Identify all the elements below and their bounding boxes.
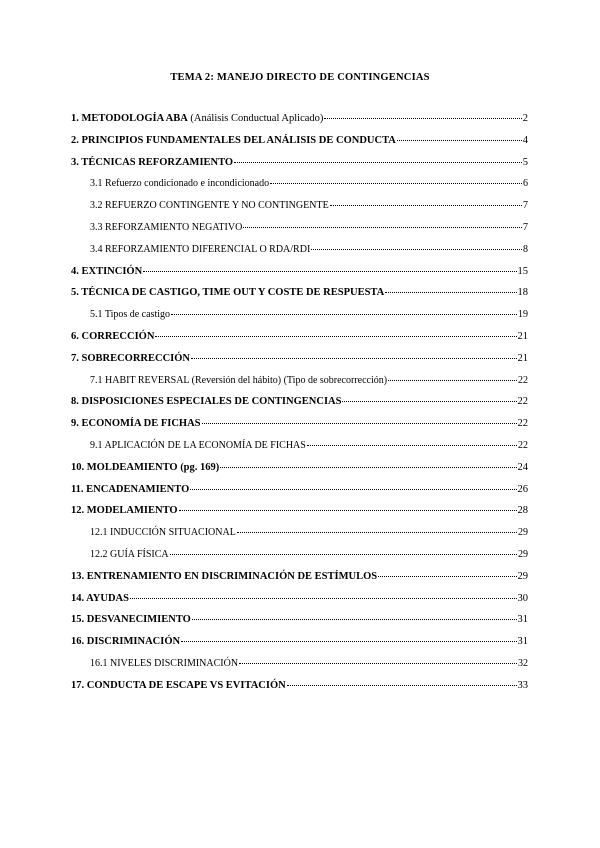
toc-entry-title: 3.4 REFORZAMIENTO DIFERENCIAL O RDA/RDI: [90, 243, 311, 255]
document-title: TEMA 2: MANEJO DIRECTO DE CONTINGENCIAS: [170, 72, 430, 83]
toc-dot-leader: [243, 227, 522, 228]
toc-entry-title: 8. DISPOSICIONES ESPECIALES DE CONTINGENCIAS: [71, 396, 342, 408]
toc-page-number: 22: [518, 374, 528, 386]
toc-dot-leader: [287, 685, 517, 686]
toc-entry-title: 3.1 Refuerzo condicionado e incondicionado: [90, 178, 270, 190]
toc-dot-leader: [311, 249, 522, 250]
toc-dot-leader: [239, 663, 517, 664]
toc-entry-title: 9.1 APLICACIÓN DE LA ECONOMÍA DE FICHAS: [90, 439, 306, 451]
toc-page-number: 22: [517, 418, 528, 430]
toc-entry-label: [71, 396, 341, 407]
toc-page-number: 29: [517, 570, 528, 582]
toc-entry-title: 4. EXTINCIÓN: [71, 265, 143, 277]
toc-subentry[interactable]: [71, 222, 528, 244]
toc-page-number: 33: [517, 679, 528, 691]
toc-page-number: 18: [517, 287, 528, 299]
toc-entry-label: [90, 527, 236, 538]
toc-subentry[interactable]: [71, 527, 528, 549]
toc-page-number: 31: [517, 636, 528, 648]
toc-entry-label: [71, 462, 219, 473]
toc-entry-title: 7. SOBRECORRECCIÓN: [71, 352, 191, 364]
toc-entry-title: 16. DISCRIMINACIÓN: [71, 636, 181, 648]
toc-page-number: 29: [518, 527, 528, 539]
toc-page-number: 21: [517, 330, 528, 342]
toc-entry-label: [71, 680, 286, 691]
toc-entry-title: 15. DESVANECIMIENTO: [71, 614, 191, 626]
toc-dot-leader: [234, 162, 522, 163]
toc-entry-label: [71, 266, 142, 277]
toc-dot-leader: [220, 467, 516, 468]
toc-page-number: 7: [523, 200, 528, 212]
toc-entry-title: 5.1 Tipos de castigo: [90, 309, 171, 321]
toc-entry-title: 12. MODELAMIENTO: [71, 505, 178, 517]
toc-entry-title: 9. ECONOMÍA DE FICHAS: [71, 418, 201, 430]
toc-page-number: 6: [523, 178, 528, 190]
toc-page-number: 24: [517, 461, 528, 473]
toc-entry-label: [71, 484, 189, 495]
toc-entry-title: 16.1 NIVELES DISCRIMINACIÓN: [90, 657, 239, 669]
toc-entry[interactable]: [71, 680, 528, 702]
toc-dot-leader: [181, 641, 516, 642]
toc-dot-leader: [397, 140, 522, 141]
toc-entry-label: [90, 222, 242, 233]
toc-dot-leader: [307, 445, 517, 446]
toc-entry[interactable]: [71, 462, 528, 484]
toc-entry-title: 1. METODOLOGÍA ABA: [71, 113, 188, 124]
toc-page-number: 5: [522, 156, 528, 168]
toc-dot-leader: [170, 554, 517, 555]
toc-page-number: 8: [523, 243, 528, 255]
toc-dot-leader: [237, 532, 517, 533]
toc-entry[interactable]: [71, 287, 528, 309]
toc-entry[interactable]: [71, 135, 528, 157]
toc-dot-leader: [190, 489, 516, 490]
toc-entry-title: 7.1 HABIT REVERSAL (Reversión del hábito) (Tipo de sobrecorrección): [90, 374, 388, 386]
toc-entry[interactable]: [71, 418, 528, 440]
toc-page-number: 2: [522, 113, 528, 124]
toc-dot-leader: [155, 336, 516, 337]
toc-dot-leader: [179, 510, 517, 511]
toc-entry[interactable]: [71, 636, 528, 658]
toc-entry-label: [90, 178, 269, 189]
toc-entry[interactable]: [71, 614, 528, 636]
toc-dot-leader: [330, 205, 522, 206]
toc-entry-label: [90, 549, 169, 560]
toc-subentry[interactable]: [71, 200, 528, 222]
toc-entry[interactable]: [71, 113, 528, 135]
toc-entry-title: 14. AYUDAS: [71, 592, 129, 604]
toc-entry[interactable]: [71, 331, 528, 353]
toc-entry-title: 3.2 REFUERZO CONTINGENTE Y NO CONTINGENTE: [90, 200, 329, 212]
toc-page-number: 32: [518, 657, 528, 669]
table-of-contents: [71, 113, 528, 702]
toc-entry-title: 10. MOLDEAMIENTO (pg. 169): [71, 461, 220, 473]
toc-page-number: 21: [517, 352, 528, 364]
toc-dot-leader: [191, 358, 516, 359]
toc-page-number: 31: [517, 614, 528, 626]
toc-entry-label: [71, 418, 201, 429]
toc-page-number: 22: [518, 439, 528, 451]
toc-entry-title: 2. PRINCIPIOS FUNDAMENTALES DEL ANÁLISIS DE CONDUCTA: [71, 134, 396, 146]
toc-entry[interactable]: [71, 505, 528, 527]
toc-entry-label: [71, 287, 384, 298]
toc-page-number: 28: [517, 505, 528, 517]
toc-dot-leader: [342, 401, 516, 402]
toc-entry[interactable]: [71, 266, 528, 288]
toc-entry-label: [71, 614, 191, 625]
toc-entry[interactable]: [71, 396, 528, 418]
toc-page-number: 4: [522, 134, 528, 146]
toc-dot-leader: [192, 619, 517, 620]
toc-dot-leader: [130, 598, 517, 599]
toc-subentry[interactable]: [71, 244, 528, 266]
toc-entry-label: [90, 244, 310, 255]
toc-dot-leader: [385, 292, 516, 293]
toc-entry-title: 13. ENTRENAMIENTO EN DISCRIMINACIÓN DE ESTÍMULOS: [71, 570, 378, 582]
toc-subentry[interactable]: [71, 549, 528, 571]
toc-entry-label: [71, 113, 323, 124]
toc-dot-leader: [388, 380, 517, 381]
toc-entry-label: [71, 505, 178, 516]
toc-page-number: 26: [517, 483, 528, 495]
toc-entry[interactable]: [71, 353, 528, 375]
toc-entry-label: [71, 593, 129, 604]
toc-page-number: 19: [518, 309, 528, 321]
toc-subentry[interactable]: [71, 375, 528, 397]
toc-page-number: 22: [517, 396, 528, 408]
toc-entry-label: [71, 571, 377, 582]
toc-entry-title: 12.2 GUÍA FÍSICA: [90, 548, 169, 560]
toc-entry-label: [90, 200, 329, 211]
toc-entry-label: [90, 309, 170, 320]
toc-entry[interactable]: [71, 571, 528, 593]
toc-subentry[interactable]: [71, 440, 528, 462]
toc-dot-leader: [270, 183, 522, 184]
toc-entry-title: 6. CORRECCIÓN: [71, 330, 155, 342]
toc-entry-label: [71, 135, 396, 146]
toc-entry-title: 17. CONDUCTA DE ESCAPE VS EVITACIÓN: [71, 679, 286, 691]
toc-entry-title: 12.1 INDUCCIÓN SITUACIONAL: [90, 527, 236, 539]
toc-entry-label: [90, 440, 306, 451]
toc-page-number: 15: [517, 265, 528, 277]
toc-entry-label: [90, 658, 238, 669]
toc-entry-title: 11. ENCADENAMIENTO: [71, 483, 190, 495]
toc-subentry[interactable]: [71, 178, 528, 200]
toc-page-number: 29: [518, 548, 528, 560]
toc-dot-leader: [202, 423, 517, 424]
toc-entry-label: [90, 375, 387, 386]
toc-entry[interactable]: [71, 593, 528, 615]
toc-entry-label: [71, 636, 180, 647]
toc-entry-note: (Análisis Conductual Aplicado): [187, 113, 324, 124]
toc-subentry[interactable]: [71, 658, 528, 680]
toc-entry-label: [71, 331, 154, 342]
toc-entry-label: [71, 157, 233, 168]
toc-entry-title: 3. TÉCNICAS REFORZAMIENTO: [71, 156, 234, 168]
toc-subentry[interactable]: [71, 309, 528, 331]
toc-entry[interactable]: [71, 157, 528, 179]
toc-dot-leader: [324, 118, 521, 119]
toc-dot-leader: [143, 271, 516, 272]
toc-entry-title: 5. TÉCNICA DE CASTIGO, TIME OUT Y COSTE DE RESPUESTA: [71, 287, 385, 299]
toc-page-number: 7: [523, 221, 528, 233]
toc-entry-label: [71, 353, 190, 364]
toc-entry-title: 3.3 REFORZAMIENTO NEGATIVO: [90, 221, 243, 233]
toc-dot-leader: [378, 576, 516, 577]
toc-dot-leader: [171, 314, 517, 315]
toc-entry[interactable]: [71, 484, 528, 506]
toc-page-number: 30: [517, 592, 528, 604]
